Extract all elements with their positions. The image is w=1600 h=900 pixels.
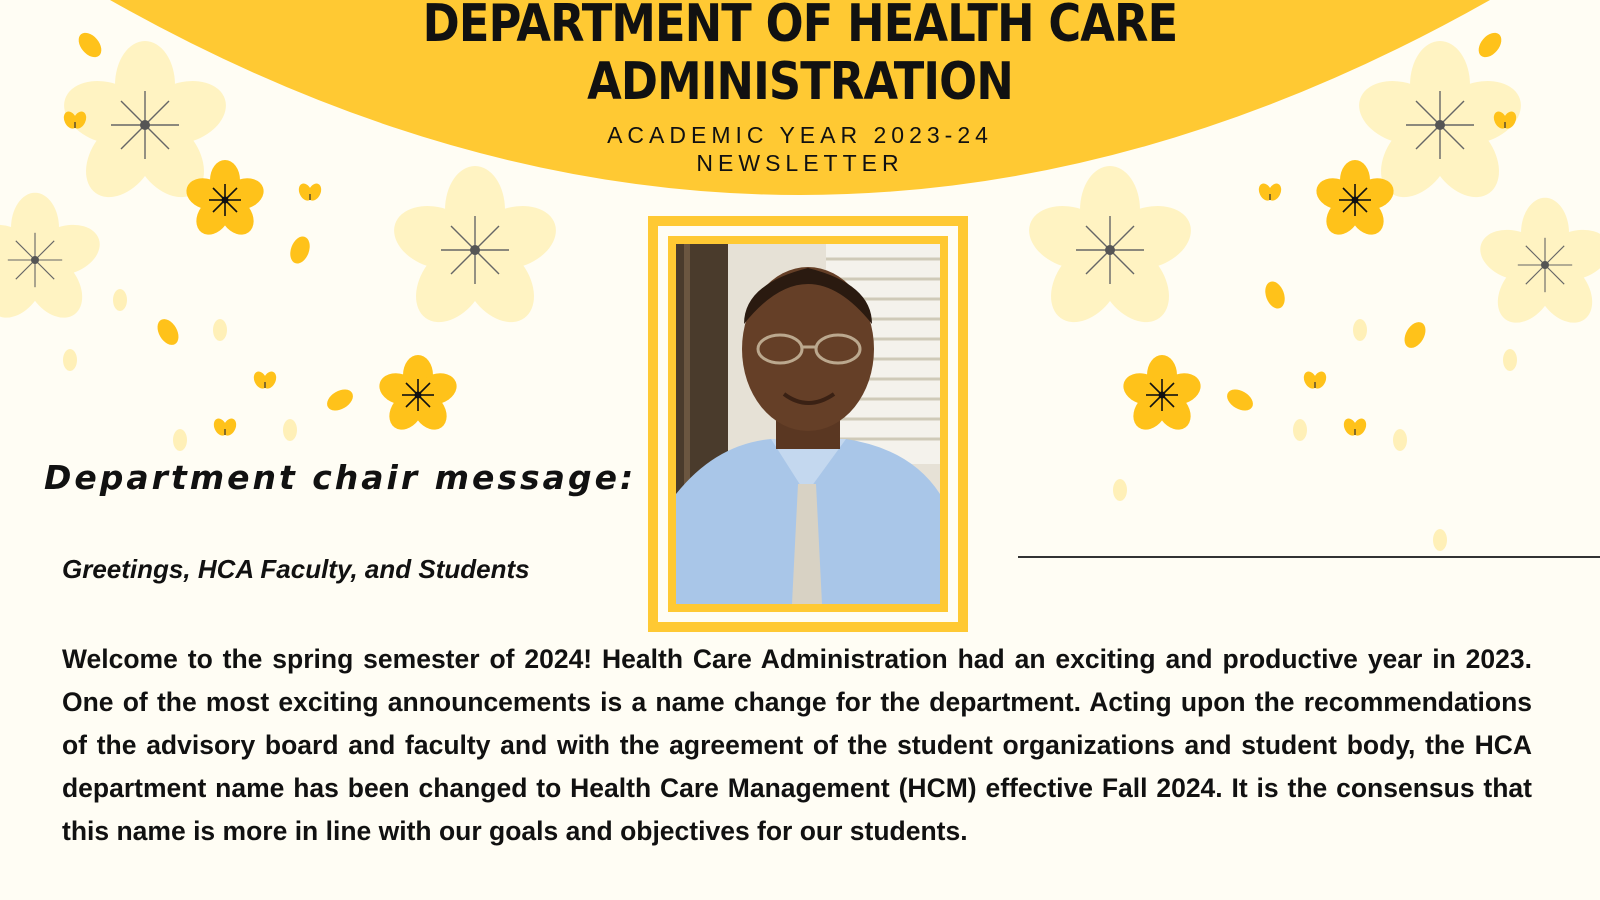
chair-message-heading: Department chair message: xyxy=(44,458,637,497)
chair-portrait-image xyxy=(676,244,940,604)
newsletter-subtitle-line-2: NEWSLETTER xyxy=(696,150,904,176)
newsletter-title-line-2: ADMINISTRATION xyxy=(587,52,1013,112)
chair-message-greeting: Greetings, HCA Faculty, and Students xyxy=(62,554,530,584)
chair-photo-frame xyxy=(648,216,968,632)
newsletter-title-line-1: DEPARTMENT OF HEALTH CARE xyxy=(422,0,1178,54)
section-divider xyxy=(1018,556,1600,558)
chair-message-body: Welcome to the spring semester of 2024! Health Care Administration had an exciting and productive year in 2023. One of the most exciting announcements is a name change for the department. Acting upon the recommendations of the advisory board and faculty and with the agreement of the student organizations and student body, the HCA department name has been changed to Health Care Management (HCM) effective Fall 2024. It is the consensus that this name is more in line with our goals and objectives for our students. xyxy=(62,644,1532,846)
newsletter-subtitle-line-1: ACADEMIC YEAR 2023-24 xyxy=(607,122,993,148)
